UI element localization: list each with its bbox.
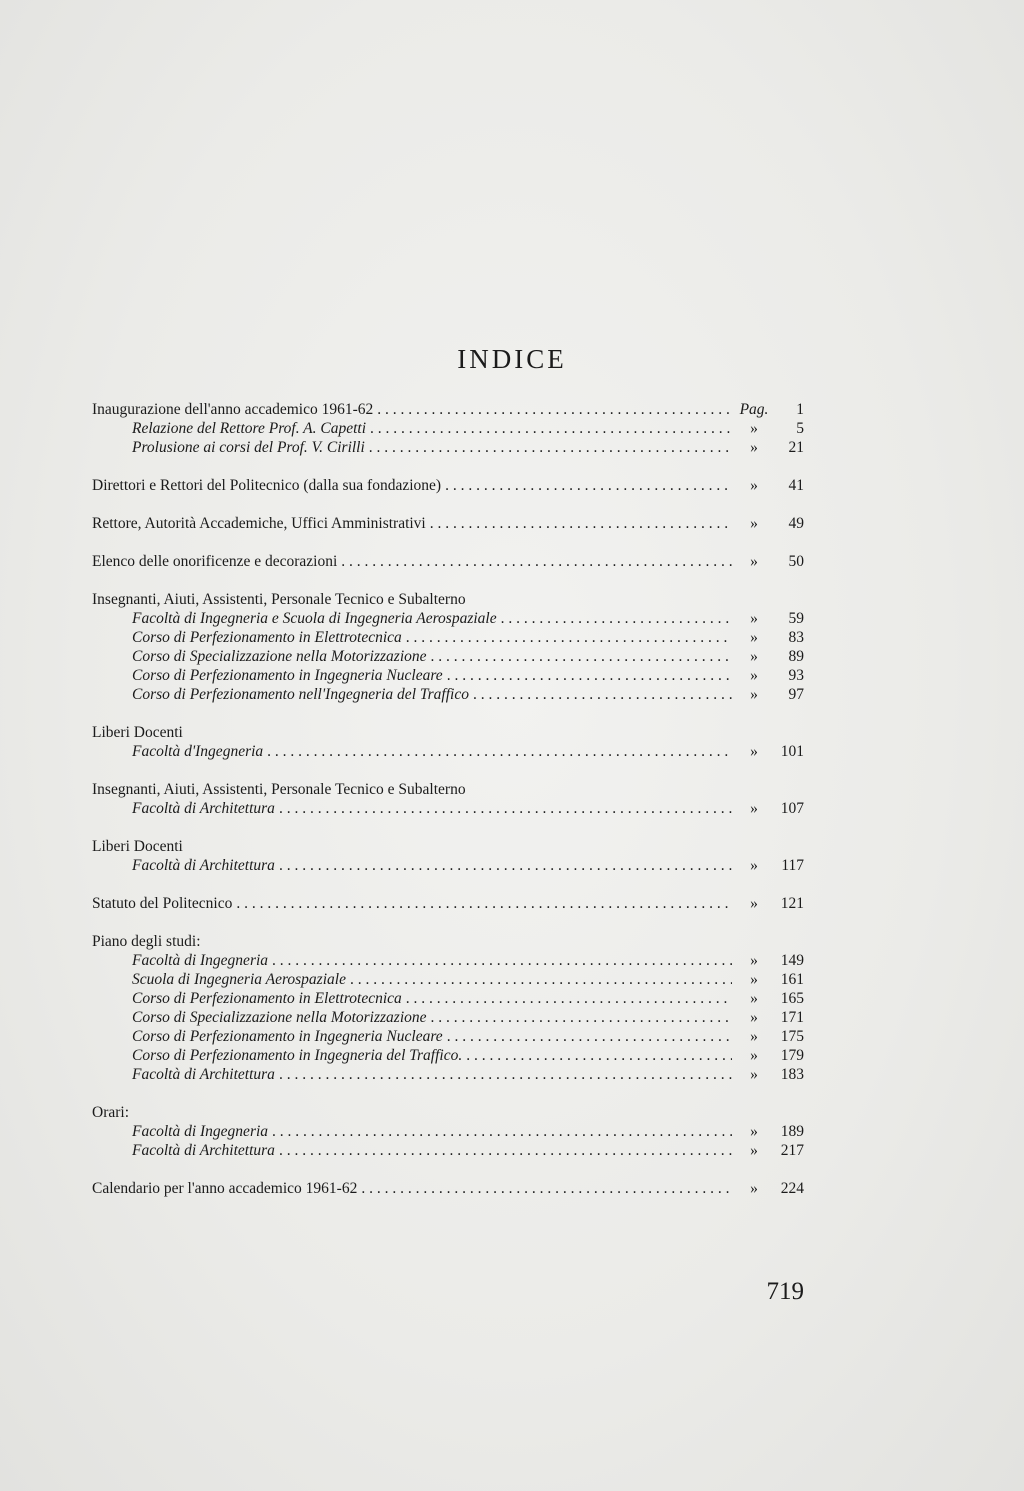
page-number: 1 xyxy=(796,401,804,418)
leader-dots xyxy=(447,666,732,685)
toc-entry-text: Direttori e Rettori del Politecnico (dalla sua fondazione) xyxy=(92,477,442,494)
leader-dots xyxy=(369,438,732,457)
page-ref-mark: » xyxy=(750,1142,758,1159)
page-ref-mark: » xyxy=(750,667,758,684)
toc-entry-text: Facoltà di Architettura xyxy=(132,1142,275,1159)
leader-dots xyxy=(445,476,732,495)
page-ref-label: Pag. xyxy=(739,401,769,418)
leader-dots xyxy=(447,1027,732,1046)
toc-entry-text: Facoltà di Ingegneria xyxy=(132,1123,269,1140)
toc-entry-text: Corso di Specializzazione nella Motorizzazione xyxy=(132,1009,427,1026)
leader-dots xyxy=(430,514,732,533)
page-ref-mark: » xyxy=(750,629,758,646)
page-number: 21 xyxy=(788,439,804,456)
page-number: 149 xyxy=(780,952,804,969)
section-heading-liberi-docenti-architettura: Liberi Docenti xyxy=(92,838,183,855)
section-heading-orari: Orari: xyxy=(92,1104,130,1121)
toc-entry-text: Prolusione ai corsi del Prof. V. Cirilli xyxy=(132,439,365,456)
leader-dots xyxy=(406,628,732,647)
page-number: 117 xyxy=(781,857,804,874)
toc-entry-inaugurazione[interactable] xyxy=(92,400,804,419)
toc-entry-prolusione[interactable] xyxy=(92,438,804,457)
page-ref-mark: » xyxy=(750,1180,758,1197)
leader-dots xyxy=(501,609,732,628)
toc-entry-text: Inaugurazione dell'anno accademico 1961-62 xyxy=(92,401,374,418)
leader-dots xyxy=(279,799,732,818)
leader-dots xyxy=(473,685,732,704)
toc-entry-calendario[interactable] xyxy=(92,1179,804,1198)
page-ref-mark: » xyxy=(750,420,758,437)
toc-entry-text: Corso di Perfezionamento in Elettrotecnica xyxy=(132,990,402,1007)
toc-entry-text: Relazione del Rettore Prof. A. Capetti xyxy=(132,420,367,437)
toc-entry-text: Scuola di Ingegneria Aerospaziale xyxy=(132,971,346,988)
toc-entry-relazione[interactable] xyxy=(92,419,804,438)
table-of-contents xyxy=(92,400,804,1198)
toc-entry[interactable] xyxy=(92,1141,804,1160)
page-ref-mark: » xyxy=(750,1123,758,1140)
page-number: 97 xyxy=(788,686,804,703)
page-ref-mark: » xyxy=(750,1009,758,1026)
page-number: 83 xyxy=(788,629,804,646)
leader-dots xyxy=(272,1122,732,1141)
page-number: 183 xyxy=(780,1066,804,1083)
page-number: 107 xyxy=(780,800,804,817)
toc-entry[interactable] xyxy=(92,666,804,685)
toc-entry-text: Corso di Specializzazione nella Motorizzazione xyxy=(132,648,427,665)
toc-entry[interactable] xyxy=(92,1065,804,1084)
toc-entry[interactable] xyxy=(92,799,804,818)
page-ref-mark: » xyxy=(750,439,758,456)
toc-entry-text: Calendario per l'anno accademico 1961-62 xyxy=(92,1180,358,1197)
page-ref-mark: » xyxy=(750,610,758,627)
page-number: 165 xyxy=(780,990,804,1007)
leader-dots xyxy=(431,1008,733,1027)
toc-entry[interactable] xyxy=(92,856,804,875)
toc-entry[interactable] xyxy=(92,970,804,989)
page-ref-mark: » xyxy=(750,648,758,665)
page-number: 217 xyxy=(780,1142,804,1159)
leader-dots xyxy=(236,894,732,913)
page-ref-mark: » xyxy=(750,1066,758,1083)
leader-dots xyxy=(279,856,732,875)
toc-entry-text: Facoltà di Architettura xyxy=(132,857,275,874)
page-number: 224 xyxy=(780,1180,804,1197)
toc-entry[interactable] xyxy=(92,1046,804,1065)
page-number: 171 xyxy=(780,1009,804,1026)
toc-entry[interactable] xyxy=(92,628,804,647)
leader-dots xyxy=(272,951,732,970)
leader-dots xyxy=(341,552,732,571)
toc-entry-text: Corso di Perfezionamento in Ingegneria del Traffico. xyxy=(132,1047,463,1064)
page-number: 93 xyxy=(788,667,804,684)
leader-dots xyxy=(466,1046,732,1065)
toc-entry-text: Corso di Perfezionamento in Ingegneria Nucleare xyxy=(132,1028,443,1045)
toc-entry[interactable] xyxy=(92,1008,804,1027)
toc-entry-text: Corso di Perfezionamento nell'Ingegneria del Traffico xyxy=(132,686,469,703)
folio-page-number: 719 xyxy=(766,1278,804,1305)
leader-dots xyxy=(370,419,732,438)
leader-dots xyxy=(431,647,733,666)
page-ref-mark: » xyxy=(750,800,758,817)
leader-dots xyxy=(361,1179,732,1198)
page-ref-mark: » xyxy=(750,515,758,532)
toc-entry[interactable] xyxy=(92,1122,804,1141)
toc-entry-text: Facoltà di Architettura xyxy=(132,800,275,817)
section-heading-piano-studi: Piano degli studi: xyxy=(92,933,201,950)
toc-entry-onorificenze[interactable] xyxy=(92,552,804,571)
page-title: INDICE xyxy=(457,344,567,375)
leader-dots xyxy=(279,1065,732,1084)
page-ref-mark: » xyxy=(750,990,758,1007)
page-number: 179 xyxy=(780,1047,804,1064)
toc-entry-statuto[interactable] xyxy=(92,894,804,913)
page-number: 175 xyxy=(780,1028,804,1045)
page-ref-mark: » xyxy=(750,477,758,494)
toc-entry[interactable] xyxy=(92,685,804,704)
toc-entry[interactable] xyxy=(92,989,804,1008)
toc-entry[interactable] xyxy=(92,609,804,628)
leader-dots xyxy=(267,742,732,761)
leader-dots xyxy=(350,970,732,989)
section-heading-liberi-docenti-ingegneria: Liberi Docenti xyxy=(92,724,183,741)
page-ref-mark: » xyxy=(750,686,758,703)
toc-entry-text: Corso di Perfezionamento in Ingegneria Nucleare xyxy=(132,667,443,684)
toc-entry-text: Corso di Perfezionamento in Elettrotecnica xyxy=(132,629,402,646)
toc-entry[interactable] xyxy=(92,647,804,666)
toc-entry-text: Facoltà d'Ingegneria xyxy=(132,743,264,760)
page-number: 49 xyxy=(788,515,804,532)
page-number: 41 xyxy=(788,477,804,494)
toc-entry-text: Rettore, Autorità Accademiche, Uffici Amministrativi xyxy=(92,515,426,532)
toc-entry-text: Statuto del Politecnico xyxy=(92,895,233,912)
toc-entry-rettore[interactable] xyxy=(92,514,804,533)
page-number: 5 xyxy=(796,420,804,437)
leader-dots xyxy=(377,400,732,419)
page-ref-mark: » xyxy=(750,895,758,912)
toc-entry-text: Elenco delle onorificenze e decorazioni xyxy=(92,553,338,570)
toc-entry-text: Facoltà di Architettura xyxy=(132,1066,275,1083)
page-number: 101 xyxy=(780,743,804,760)
page-number: 121 xyxy=(780,895,804,912)
page-number: 161 xyxy=(780,971,804,988)
page-number: 50 xyxy=(788,553,804,570)
page-ref-mark: » xyxy=(750,952,758,969)
toc-entry[interactable] xyxy=(92,742,804,761)
toc-entry[interactable] xyxy=(92,1027,804,1046)
toc-entry[interactable] xyxy=(92,951,804,970)
toc-entry-text: Facoltà di Ingegneria e Scuola di Ingegneria Aerospaziale xyxy=(132,610,497,627)
section-heading-insegnanti-architettura: Insegnanti, Aiuti, Assistenti, Personale Tecnico e Subalterno xyxy=(92,781,466,798)
page-ref-mark: » xyxy=(750,857,758,874)
page-ref-mark: » xyxy=(750,743,758,760)
page-ref-mark: » xyxy=(750,971,758,988)
toc-entry-direttori[interactable] xyxy=(92,476,804,495)
page-number: 189 xyxy=(780,1123,804,1140)
page-ref-mark: » xyxy=(750,1047,758,1064)
page-ref-mark: » xyxy=(750,553,758,570)
section-heading-insegnanti-ingegneria: Insegnanti, Aiuti, Assistenti, Personale Tecnico e Subalterno xyxy=(92,591,466,608)
leader-dots xyxy=(406,989,732,1008)
page-ref-mark: » xyxy=(750,1028,758,1045)
page-number: 89 xyxy=(788,648,804,665)
leader-dots xyxy=(279,1141,732,1160)
page-number: 59 xyxy=(788,610,804,627)
toc-entry-text: Facoltà di Ingegneria xyxy=(132,952,269,969)
